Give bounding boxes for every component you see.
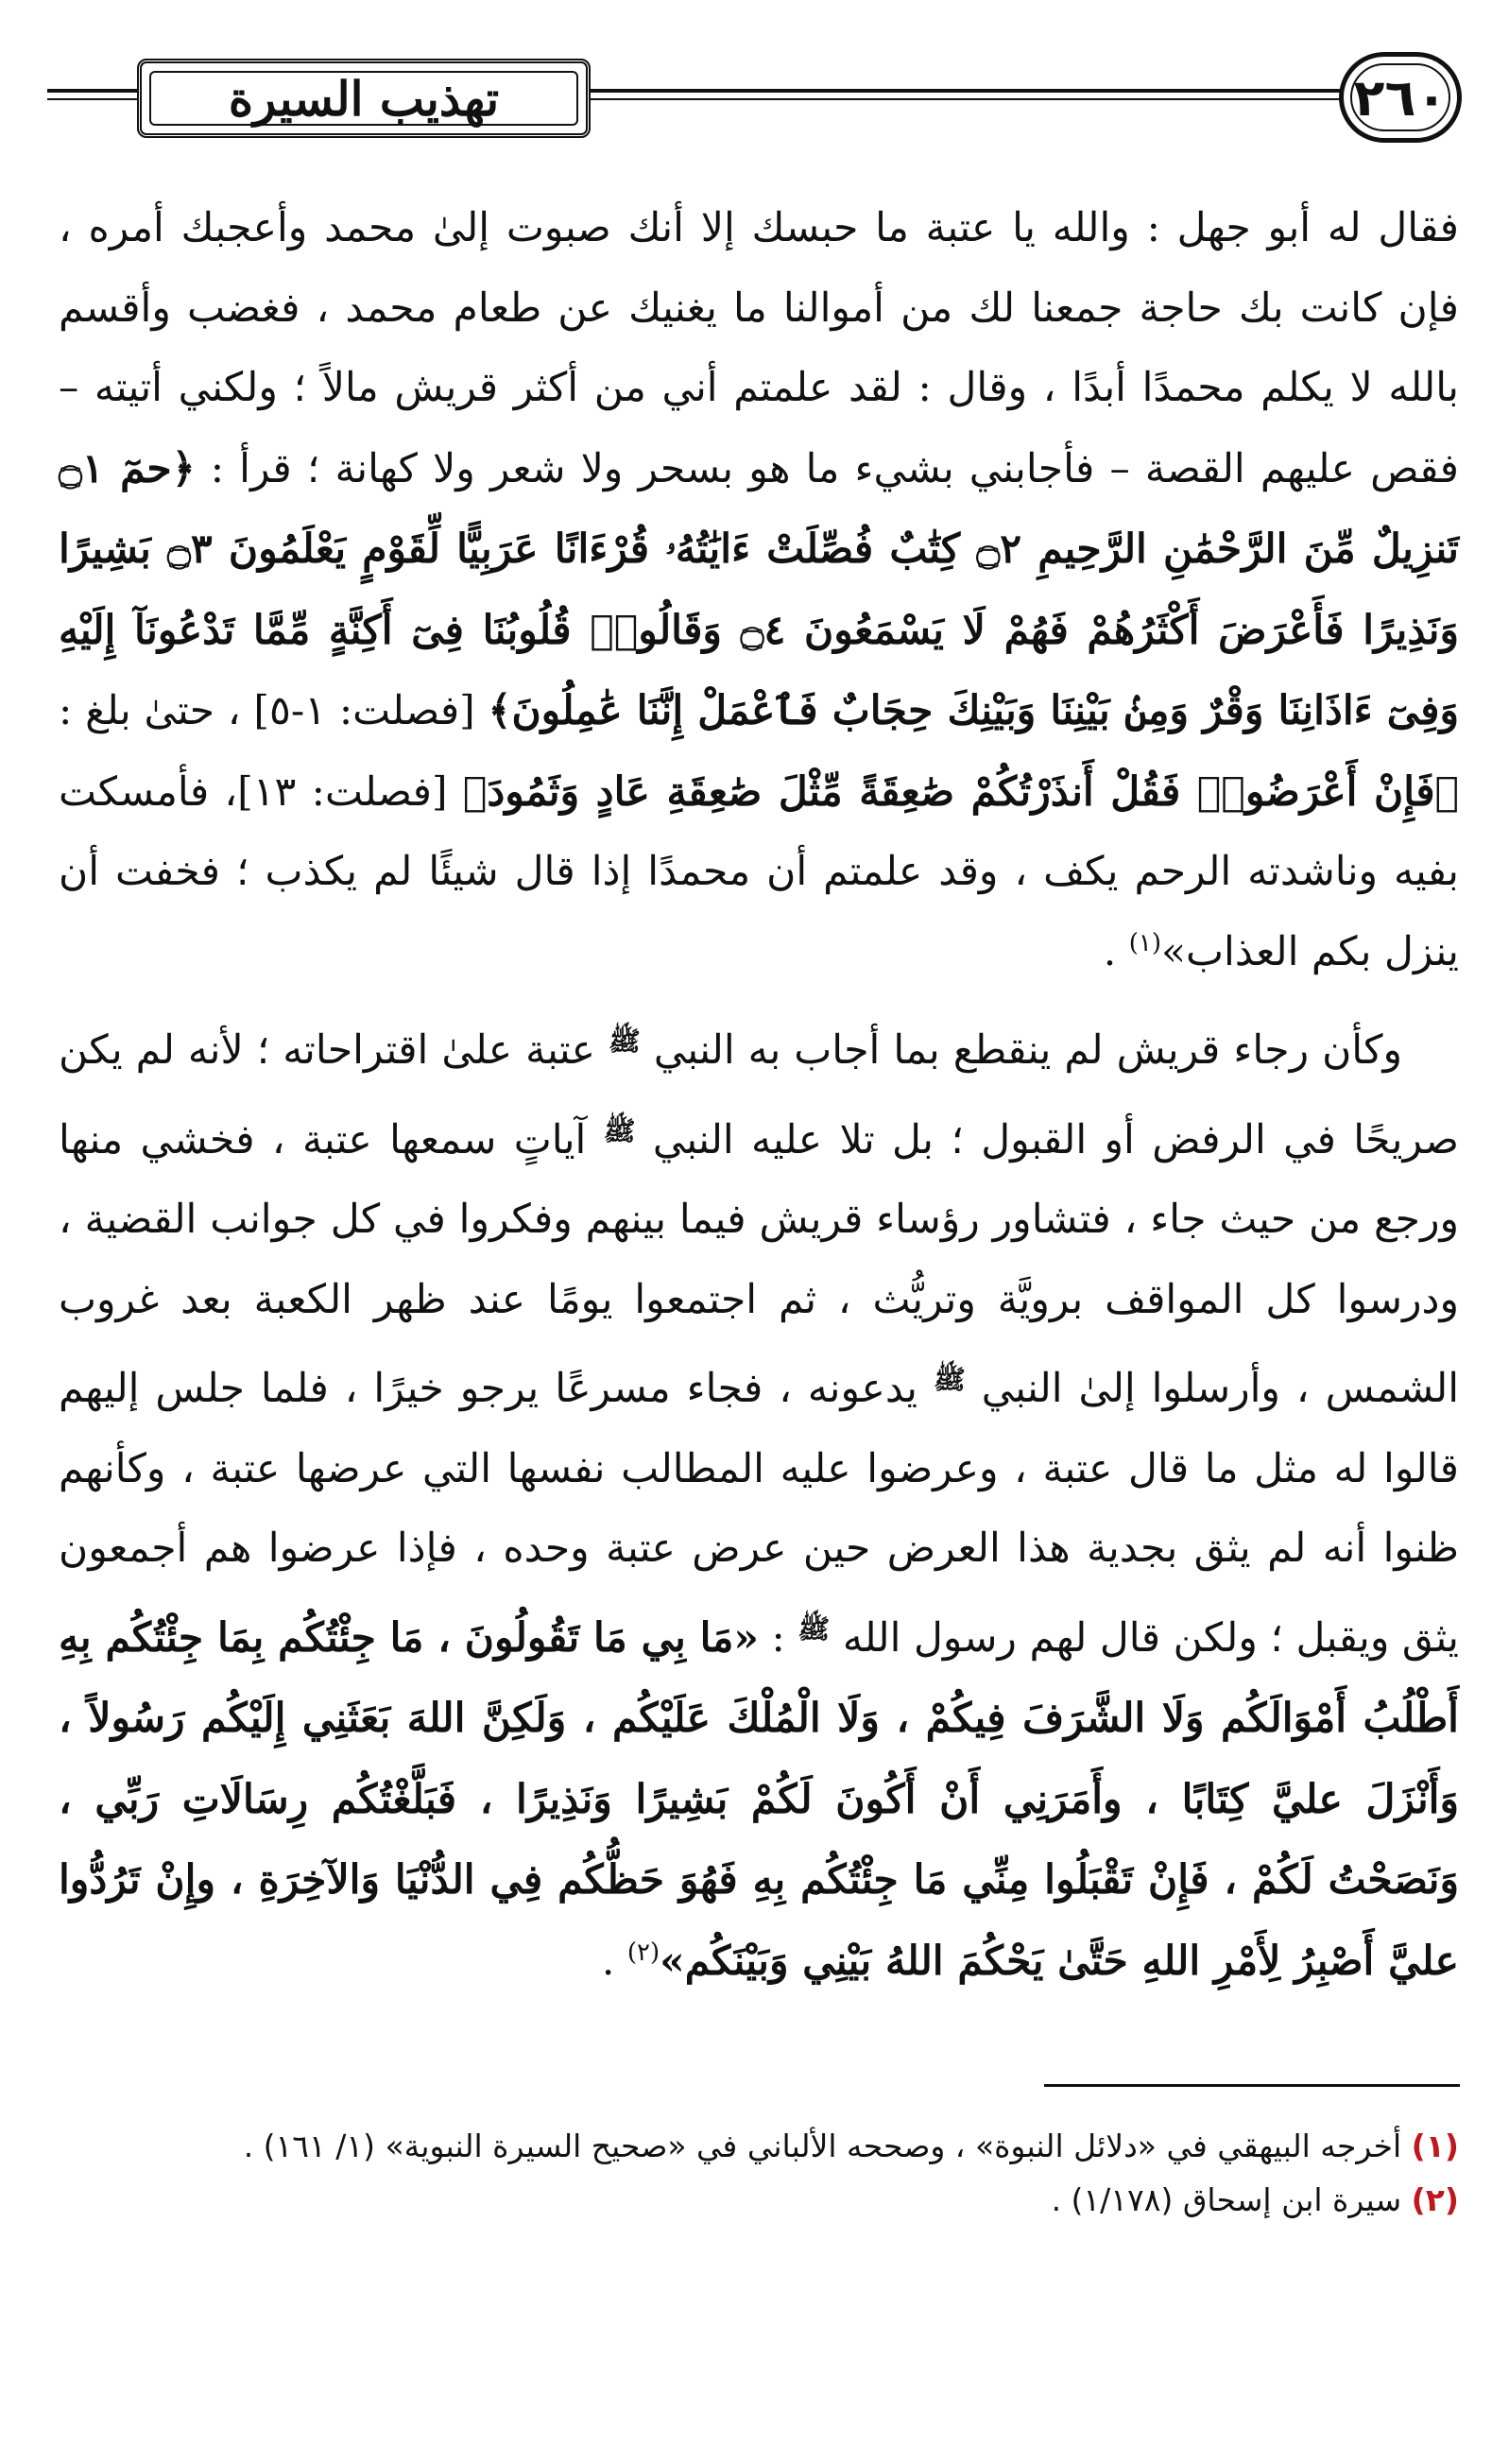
footnote-1-text: أخرجه البيهقي في «دلائل النبوة» ، وصححه الألباني في «صحيح السيرة النبوية» (١/ ١٦١) .	[243, 2128, 1402, 2164]
p1-end: .	[1103, 928, 1117, 975]
p2-text-2: عتبة علىٰ اقتراحاته ؛ لأنه لم يكن صريحًا في الرفض أو القبول ؛ بل تلا عليه النبي	[59, 1027, 1459, 1163]
paragraph-1	[59, 189, 1459, 992]
header-rule-middle	[591, 89, 1346, 93]
salawat-icon: ﷺ	[797, 1612, 831, 1645]
quran-ref-2: [فصلت: ١٣]	[237, 768, 448, 816]
p2-end: .	[601, 1938, 615, 1985]
hadith-quote: «مَا بِي مَا تَقُولُونَ ، مَا جِئْتُكُم بِمَا جِئْتُكُم بِهِ أَطْلُبُ أَمْوَالَكُم وَلَا الشَّرَفَ فِيكُمْ ، وَلَا الْمُلْكَ عَلَيْكُم ، وَلَكِنَّ اللهَ بَعَثَنِي إِلَيْكُم رَسُولاً ، وَأَنْزَلَ عليَّ كِتَابًا ، وأَمَرَنِي أَنْ أَكُونَ لَكُمْ بَشِيرًا وَنَذِيرًا ، فَبَلَّغْتُكُم رِسَالَاتِ رَبِّي ، وَنَصَحْتُ لَكُمْ ، فَإِنْ تَقْبَلُوا مِنِّي مَا جِئْتُكُم بِهِ فَهُوَ حَظُّكُم فِي الدُّنْيَا وَالآخِرَةِ ، وإِنْ تَرُدُّوا عليَّ أَصْبِرُ لِأَمْرِ اللهِ حَتَّىٰ يَحْكُمَ اللهُ بَيْنِي وَبَيْنَكُم»	[59, 1613, 1459, 1985]
salawat-icon: ﷺ	[609, 1025, 641, 1057]
page-header	[47, 38, 1462, 151]
footnote-1	[59, 2120, 1459, 2173]
footnote-marker-1[interactable]: (١)	[1128, 928, 1162, 957]
p2-text-4: يدعونه ، فجاء مسرعًا يرجو خيرًا ، فلما جلس إليهم قالوا له مثل ما قال عتبة ، وعرضوا عليه المطالب نفسها التي عرضها عتبة ، وكأنهم ظنوا أنه لم يثق بجدية هذا العرض حين عرض عتبة وحده ، فإذا عرضوا هم أجمعون يثق ويقبل ؛ ولكن قال لهم رسول الله	[59, 1366, 1460, 1662]
page-number-frame	[1339, 52, 1462, 143]
header-rule-left-thin	[47, 98, 137, 100]
quran-quote-2: ﴿فَإِنْ أَعْرَضُوا۟ فَقُلْ أَنذَرْتُكُمْ صَٰعِقَةً مِّثْلَ صَٰعِقَةِ عَادٍ وَثَمُودَ﴾	[462, 767, 1460, 816]
footnote-2-text: سيرة ابن إسحاق (١/١٧٨) .	[1051, 2181, 1402, 2218]
footnote-marker-2[interactable]: (٢)	[626, 1938, 660, 1967]
quran-ref-1: [فصلت: ١-٥]	[253, 688, 475, 734]
header-rule-left	[47, 89, 137, 93]
page-number: ٢٦٠	[1353, 67, 1448, 128]
footnote-1-number: (١)	[1411, 2128, 1459, 2164]
p2-text-5: :	[771, 1614, 785, 1662]
book-title: تهذيب السيرة	[228, 70, 500, 127]
p2-text-3: آياتٍ سمعها عتبة ، فخشي منها ورجع من حيث جاء ، فتشاور رؤساء قريش فيما بينهم وفكروا في كل جوانب القضية ، ودرسوا كل المواقف برويَّة وتريُّث ، ثم اجتمعوا يومًا عند ظهر الكعبة بعد غروب الشمس ، وأرسلوا إلىٰ النبي	[59, 1116, 1460, 1412]
salawat-icon: ﷺ	[603, 1114, 636, 1146]
paragraph-2	[59, 1002, 1459, 2002]
footnote-divider	[1044, 2084, 1460, 2087]
quran-quote-1: ﴿حمٓ ۝١ تَنزِيلٌ مِّنَ الرَّحْمَٰنِ الرَّحِيمِ ۝٢ كِتَٰبٌ فُصِّلَتْ ءَايَٰتُهُۥ قُرْءَانًا عَرَبِيًّا لِّقَوْمٍ يَعْلَمُونَ ۝٣ بَشِيرًا وَنَذِيرًا فَأَعْرَضَ أَكْثَرُهُمْ فَهُمْ لَا يَسْمَعُونَ ۝٤ وَقَالُوا۟ قُلُوبُنَا فِىٓ أَكِنَّةٍ مِّمَّا تَدْعُونَآ إِلَيْهِ وَفِىٓ ءَاذَانِنَا وَقْرٌ وَمِنۢ بَيْنِنَا وَبَيْنِكَ حِجَابٌ فَٱعْمَلْ إِنَّنَا عَٰمِلُونَ﴾	[59, 444, 1459, 734]
p1-text-1: فقال له أبو جهل : والله يا عتبة ما حبسك إلا أنك صبوت إلىٰ محمد وأعجبك أمره ، فإن كانت بك حاجة جمعنا لك من أموالنا ما يغنيك عن طعام محمد ، فغضب وأقسم بالله لا يكلم محمدًا أبدًا ، وقال : لقد علمتم أني من أكثر قريش مالاً ؛ ولكني أتيته – فقص عليهم القصة – فأجابني بشيء ما هو بسحر ولا شعر ولا كهانة ؛ قرأ :	[59, 205, 1459, 492]
book-title-frame	[137, 59, 591, 138]
footnote-2	[59, 2174, 1459, 2227]
p2-text-1: وكأن رجاء قريش لم ينقطع بما أجاب به النبي	[653, 1027, 1403, 1074]
p1-text-3: ، فأمسكت بفيه وناشدته الرحم يكف ، وقد علمتم أن محمدًا إذا قال شيئًا لم يكذب ؛ فخفت أن ينزل بكم العذاب»	[59, 768, 1459, 975]
p1-text-2: ، حتىٰ بلغ :	[59, 688, 241, 734]
footnote-2-number: (٢)	[1411, 2181, 1459, 2218]
salawat-icon: ﷺ	[933, 1364, 966, 1395]
header-rule-middle-thin	[591, 98, 1346, 100]
